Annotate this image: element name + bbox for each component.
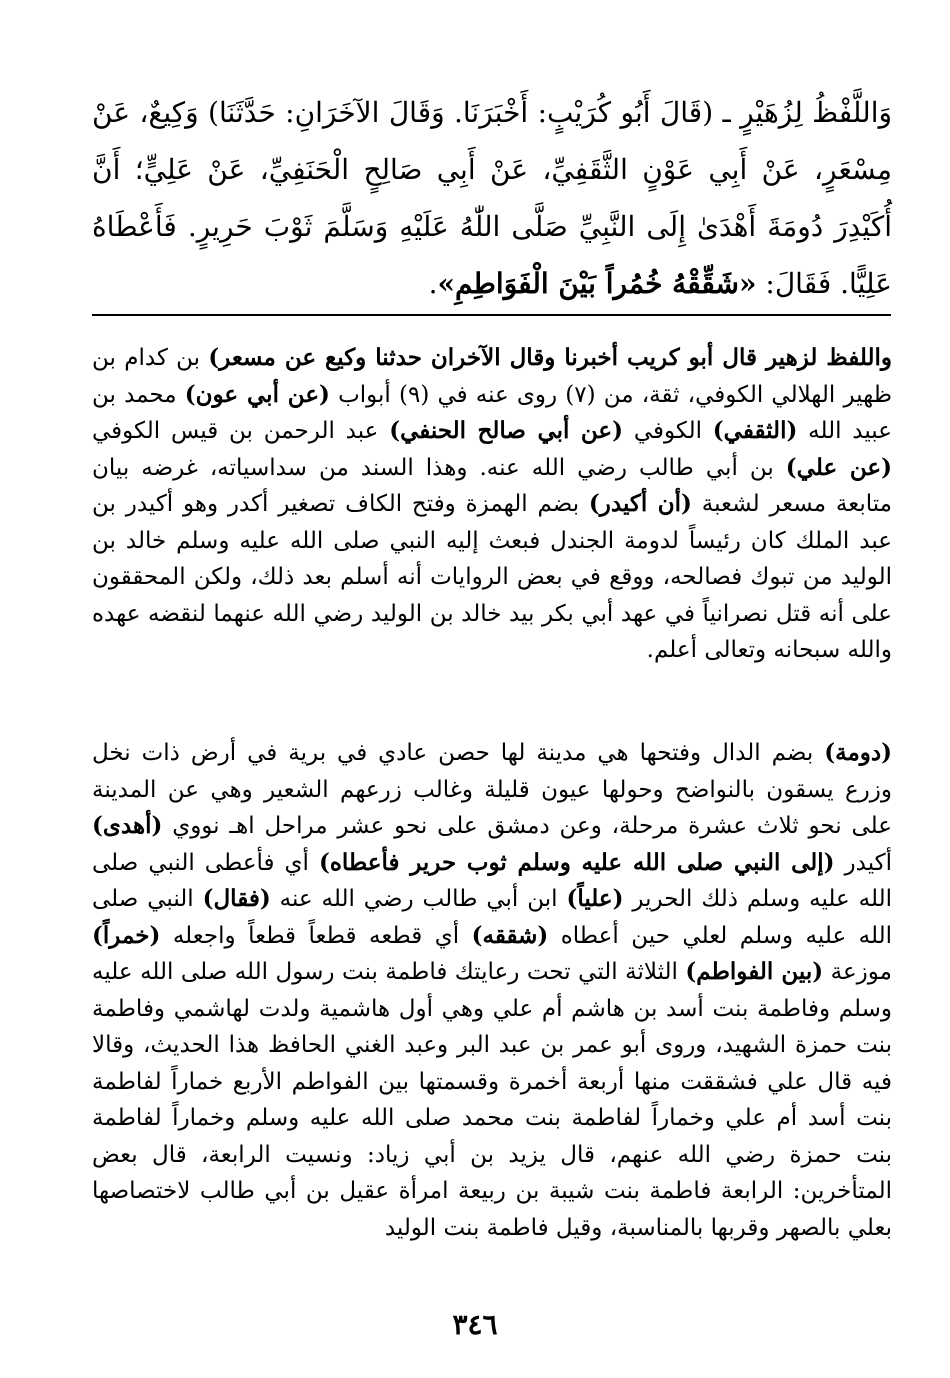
bold-phrase: (أهدى) (92, 812, 163, 839)
text-run: بن كدام بن ظهير الهلالي الكوفي، ثقة، من (٧) روى عنه في (٩) أبواب (92, 345, 893, 408)
text-run: بضم الهمزة وفتح الكاف تصغير أكدر وهو أكيدر بن عبد الملك كان رئيساً لدومة الجندل فبعث إليه النبي صلى الله عليه وسلم خالد بن الوليد من تبوك فصالحه، ووقع في بعض الروايات أنه أسلم بعد ذلك، ولكن المحققون على أنه قتل نصرانياً في عهد أبي بكر بيد خالد بن الوليد رضي الله عنهما لنقضه عهده والله سبحانه وتعالى أعلم. (92, 491, 892, 663)
hadith-text (92, 84, 892, 312)
bold-phrase: «شَقِّقْهُ خُمُراً بَيْنَ الْفَوَاطِمِ» (437, 267, 757, 300)
bold-phrase: (الثقفي) (712, 417, 798, 444)
footnote-divider (92, 314, 891, 316)
text-run: وَاللَّفْظُ لِزُهَيْرٍ ـ (قَالَ أَبُو كُرَيْبٍ: أَخْبَرَنَا. وَقَالَ الآخَرَانِ: حَدَّثَنَا) وَكِيعٌ، عَنْ مِسْعَرٍ، عَنْ أَبِي عَوْنٍ الثَّقَفِيِّ، عَنْ أَبِي صَالِحٍ الْحَنَفِيِّ، عَنْ عَلِيٍّ؛ أَنَّ أُكَيْدِرَ دُومَةَ أَهْدَىٰ إِلَى النَّبِيِّ صَلَّى اللّٰهُ عَلَيْهِ وَسَلَّمَ ثَوْبَ حَرِيرٍ. فَأَعْطَاهُ عَلِيًّا. فَقَالَ: (92, 96, 892, 300)
bold-phrase: (إلى النبي صلى الله عليه وسلم ثوب حرير فأعطاه) (318, 848, 835, 876)
bold-phrase: واللفظ لزهير قال أبو كريب أخبرنا وقال الآخران حدثنا وكيع عن مسعر) (208, 344, 893, 371)
text-run: الكوفي (623, 418, 713, 444)
text-run: الثلاثة التي تحت رعايتك فاطمة بنت رسول الله صلى الله عليه وسلم وفاطمة بنت أسد بن هاشم أم علي وهي أول هاشمية ولدت لهاشمي وفاطمة بنت حمزة الشهيد، وروى أبو عمر بن عبد البر وعبد الغني الحافظ هذا الحديث، وقالا فيه قال علي فشققت منها أربعة أخمرة وقسمتها بين الفواطم الأربع خماراً لفاطمة بنت أسد أم علي وخماراً لفاطمة بنت محمد صلى الله عليه وسلم وخماراً لفاطمة بنت حمزة رضي الله عنهم، قال يزيد بن أبي زياد: ونسيت الرابعة، قال بعض المتأخرين: الرابعة فاطمة بنت شيبة بن ربيعة امرأة عقيل بن أبي طالب لاختصاصها بعلي بالصهر وقربها بالمناسبة، وقيل فاطمة بنت الوليد (92, 959, 892, 1241)
bold-phrase: (دومة) (824, 739, 892, 766)
commentary-text-2 (92, 735, 892, 1246)
bold-phrase: (عن أبي عون) (184, 380, 330, 408)
page-number: ٣٤٦ (452, 1308, 498, 1341)
text-run: عبد الرحمن بن قيس الكوفي (92, 418, 390, 444)
bold-phrase: (عن علي) (785, 453, 892, 481)
text-run: ابن أبي طالب رضي الله عنه (270, 886, 567, 912)
commentary-paragraph-2 (92, 735, 892, 1246)
commentary-paragraph-1 (92, 340, 892, 669)
bold-phrase: (عن أبي صالح الحنفي) (389, 417, 624, 444)
text-run: محمد بن عبيد الله (92, 381, 892, 444)
text-run: . (428, 267, 438, 300)
bold-phrase: (خمراً) (92, 921, 161, 949)
bold-phrase: (شققه) (471, 921, 549, 949)
bold-phrase: (فقال) (202, 885, 271, 912)
text-run: بن أبي طالب رضي الله عنه. وهذا السند من سداسياته، غرضه بيان متابعة مسعر لشعبة (92, 454, 892, 517)
bold-phrase: (علياً) (566, 885, 624, 912)
commentary-text-1 (92, 340, 892, 669)
text-run: أكيدر (834, 849, 892, 876)
bold-phrase: (أن أكيدر) (588, 490, 692, 517)
text-run: أي قطعه قطعاً قطعاً واجعله (160, 922, 472, 949)
text-run: النبي صلى الله عليه وسلم لعلي حين أعطاه (92, 886, 892, 949)
text-run: أي فأعطى النبي صلى الله عليه وسلم ذلك الحرير (92, 849, 892, 912)
bold-phrase: (بين الفواطم) (685, 958, 824, 985)
text-run: موزعة (823, 959, 892, 985)
text-run: بضم الدال وفتحها هي مدينة لها حصن عادي في برية في أرض ذات نخل وزرع يسقون بالنواضح وحولها عيون قليلة وغالب زرعهم الشعير وهي عن المدينة على نحو ثلاث عشرة مرحلة، وعن دمشق على نحو عشر مراحل اهـ نووي (92, 740, 892, 839)
